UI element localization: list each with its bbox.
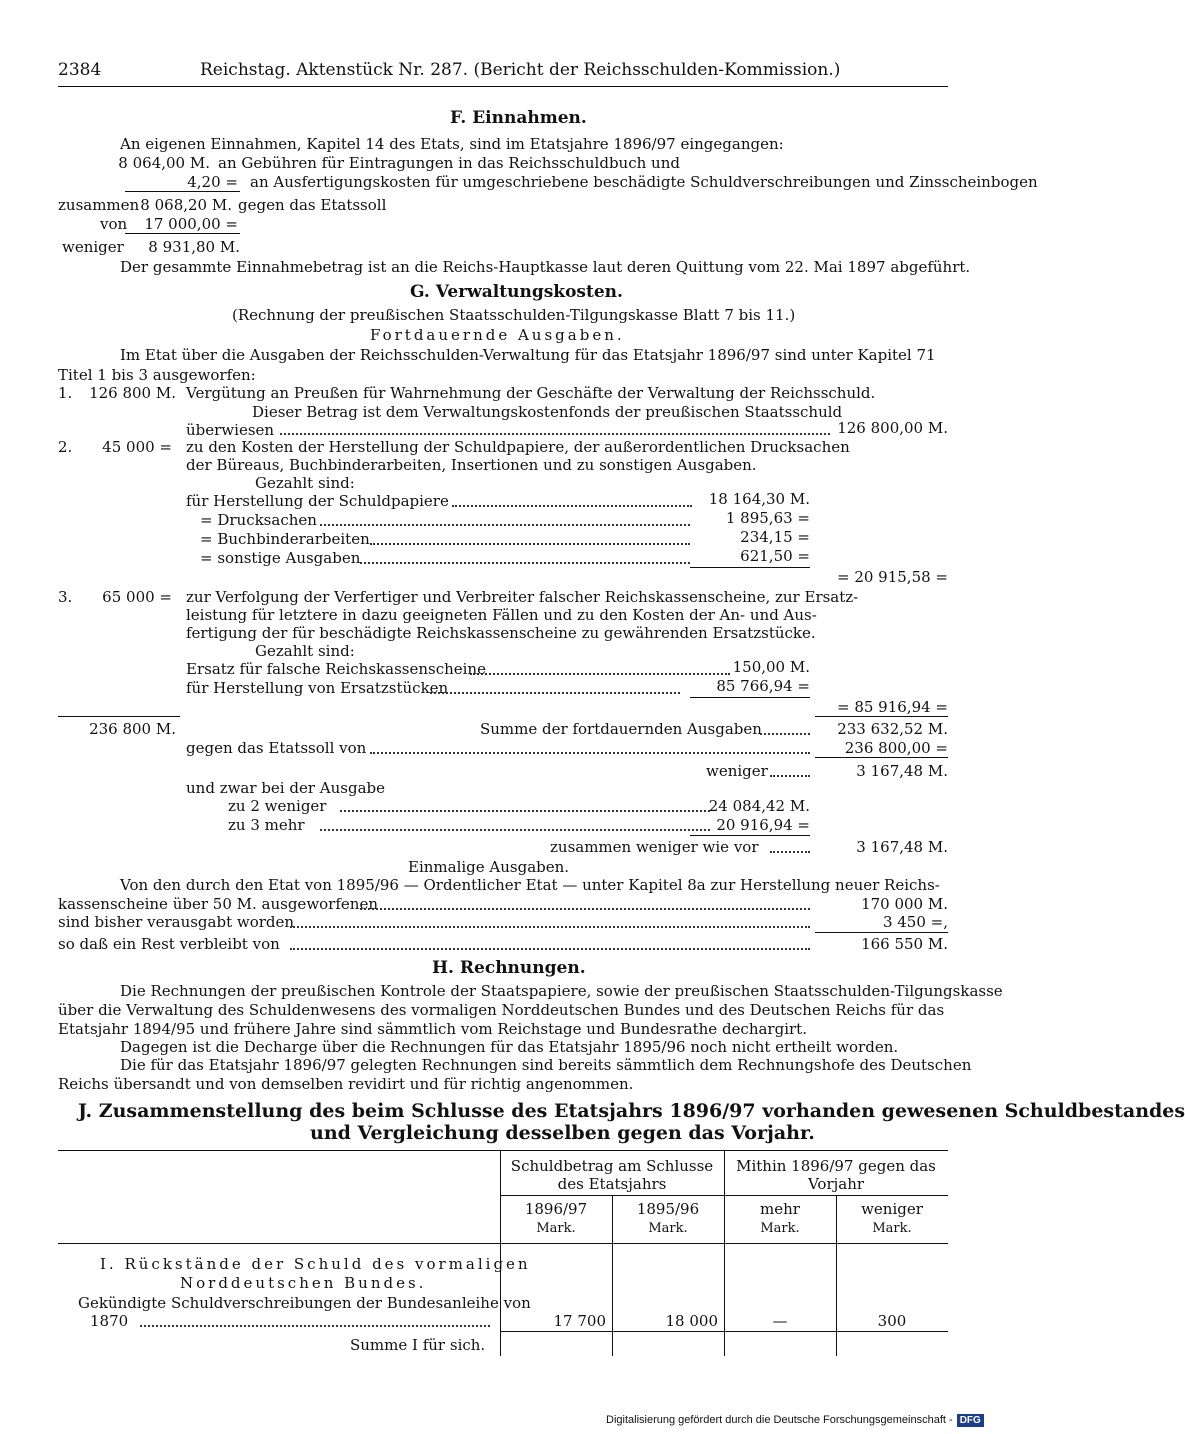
g-item2-paid: Gezahlt sind: xyxy=(255,474,355,492)
g-intro-1: Im Etat über die Ausgaben der Reichsschulden-Verwaltung für das Etatsjahr 1896/97 sind unter Kapitel 71 xyxy=(120,346,936,364)
f-row3-label: zusammen xyxy=(58,196,140,214)
table-sum-rule xyxy=(500,1331,948,1332)
page-number: 2384 xyxy=(58,60,102,80)
g-einm-2-amount: 170 000 M. xyxy=(861,895,948,913)
g-detail-label-2: zu 3 mehr xyxy=(228,816,305,834)
footer-note xyxy=(606,1414,984,1427)
h-p4: Dagegen ist die Decharge über die Rechnungen für das Etatsjahr 1895/96 noch nicht ertheilt worden. xyxy=(120,1038,899,1056)
running-title: Reichstag. Aktenstück Nr. 287. (Bericht der Reichsschulden-Kommission.) xyxy=(200,60,841,80)
g-einm-4: so daß ein Rest verbleibt von xyxy=(58,935,280,953)
g-weniger-leader xyxy=(770,775,810,777)
table-cell-weniger: 300 xyxy=(877,1312,907,1330)
table-col-1895: 1895/96 xyxy=(636,1200,700,1218)
table-col-mehr-unit: Mark. xyxy=(760,1221,800,1236)
table-top-rule xyxy=(58,1150,948,1151)
g-item2-sub-amount-4: 621,50 = xyxy=(740,547,810,565)
table-col-1895-unit: Mark. xyxy=(648,1221,688,1236)
table-col-group-2: Mithin 1896/97 gegen das Vorjahr xyxy=(736,1157,936,1193)
f-closing: Der gesammte Einnahmebetrag ist an die Reichs-Hauptkasse laut deren Quittung vom 22. Mai 1897 abgeführt. xyxy=(120,258,971,276)
dfg-logo: DFG xyxy=(957,1414,984,1427)
f-row3-text: gegen das Etatssoll xyxy=(238,196,387,214)
g-item3-num: 3. xyxy=(58,588,73,606)
g-item3-total: = 85 916,94 = xyxy=(836,698,948,716)
section-f-intro: An eigenen Einnahmen, Kapitel 14 des Etats, sind im Etatsjahre 1896/97 eingegangen: xyxy=(120,135,784,153)
g-item2-text2: der Büreaus, Buchbinderarbeiten, Insertionen und zu sonstigen Ausgaben. xyxy=(186,456,757,474)
g-soll-amount: 236 800,00 = xyxy=(844,739,948,757)
g-detail-leader-1 xyxy=(340,810,710,812)
g-item2-sub-amount-1: 18 164,30 M. xyxy=(708,490,810,508)
g-detail-label-1: zu 2 weniger xyxy=(228,797,327,815)
g-item3-paid: Gezahlt sind: xyxy=(255,642,355,660)
h-p5: Die für das Etatsjahr 1896/97 gelegten Rechnungen sind bereits sämmtlich dem Rechnungshofe des Deutschen xyxy=(120,1056,972,1074)
g-item2-sub-amount-3: 234,15 = xyxy=(740,528,810,546)
g-soll-rule xyxy=(815,757,948,758)
g-sum-right-rule xyxy=(815,716,948,717)
g-item2-sub-leader-2 xyxy=(320,524,690,526)
g-einm-3-leader xyxy=(290,926,810,928)
table-col-weniger: weniger xyxy=(861,1200,923,1218)
f-row1-amount: 8 064,00 M. xyxy=(118,154,210,172)
table-row-heading-2: Norddeutschen Bundes. xyxy=(180,1274,427,1292)
g-einm-4-amount: 166 550 M. xyxy=(861,935,948,953)
g-einm-4-leader xyxy=(290,948,810,950)
g-item3-sub-leader-2 xyxy=(430,692,680,694)
g-item2-sub-leader-1 xyxy=(452,505,692,507)
h-p1: Die Rechnungen der preußischen Kontrole der Staatspapiere, sowie der preußischen Staatsschulden-Tilgungskasse xyxy=(120,982,1003,1000)
header-rule xyxy=(58,86,948,87)
f-row5-label: weniger xyxy=(62,238,124,256)
footer-text: Digitalisierung gefördert durch die Deutsche Forschungsgemeinschaft - xyxy=(606,1414,953,1426)
g-weniger-label: weniger xyxy=(706,762,768,780)
g-intro-2: Titel 1 bis 3 ausgeworfen: xyxy=(58,366,256,384)
g-fortdauernde-heading: Fortdauernde Ausgaben. xyxy=(370,326,625,344)
section-f-title: F. Einnahmen. xyxy=(450,108,587,128)
g-item1-leader xyxy=(280,433,830,435)
g-item1-num: 1. xyxy=(58,384,73,402)
g-soll-label: gegen das Etatssoll von xyxy=(186,739,367,757)
g-einm-rule xyxy=(815,932,948,933)
g-item3-text2: leistung für letztere in dazu geeigneten Fällen und zu den Kosten der An- und Aus- xyxy=(186,606,817,624)
table-cell-mehr: — xyxy=(772,1312,788,1330)
g-item2-sub-rule xyxy=(690,567,810,568)
g-einm-3: sind bisher verausgabt worden xyxy=(58,913,295,931)
f-row2-text: an Ausfertigungskosten für umgeschriebene beschädigte Schuldverschreibungen und Zinsscheinbogen xyxy=(250,173,1038,191)
table-col-mehr: mehr xyxy=(760,1200,800,1218)
g-item3-sub-label-1: Ersatz für falsche Reichskassenscheine xyxy=(186,660,486,678)
g-item3-sub-rule xyxy=(690,697,810,698)
g-einm-1: Von den durch den Etat von 1895/96 — Ordentlicher Etat — unter Kapitel 8a zur Herstellung neuer Reichs- xyxy=(120,876,940,894)
g-item2-sub-leader-3 xyxy=(370,543,690,545)
g-detail-rule xyxy=(690,835,810,836)
g-item2-amount: 45 000 = xyxy=(102,438,172,456)
table-row-label-2: 1870 xyxy=(90,1312,129,1330)
g-detail-amount-2: 20 916,94 = xyxy=(716,816,810,834)
g-einm-3-amount: 3 450 =, xyxy=(882,913,948,931)
g-item2-text1: zu den Kosten der Herstellung der Schuldpapiere, der außerordentlichen Drucksachen xyxy=(186,438,850,456)
g-item1-text2: Dieser Betrag ist dem Verwaltungskostenfonds der preußischen Staatsschuld xyxy=(252,403,843,421)
g-item2-total: = 20 915,58 = xyxy=(836,568,948,586)
g-item1-total: 126 800,00 M. xyxy=(837,419,948,437)
f-row2-amount: 4,20 = xyxy=(187,173,238,191)
g-detail-label: und zwar bei der Ausgabe xyxy=(186,779,385,797)
table-row-sum: Summe I für sich. xyxy=(350,1336,486,1354)
g-zus-leader xyxy=(770,851,810,853)
g-item2-num: 2. xyxy=(58,438,73,456)
g-zus-amount: 3 167,48 M. xyxy=(856,838,948,856)
g-weniger-amount: 3 167,48 M. xyxy=(856,762,948,780)
table-row-label-1: Gekündigte Schuldverschreibungen der Bundesanleihe von xyxy=(78,1294,531,1312)
table-group-rule xyxy=(500,1195,948,1196)
section-h-title: H. Rechnungen. xyxy=(432,958,586,978)
section-g-title: G. Verwaltungskosten. xyxy=(410,282,623,302)
f-diff-rule xyxy=(125,233,240,234)
g-item2-sub-label-4: = sonstige Ausgaben xyxy=(200,549,361,567)
table-row-heading-1: I. Rückstände der Schuld des vormaligen xyxy=(100,1255,531,1273)
g-sum-total: 233 632,52 M. xyxy=(837,720,948,738)
section-j-title-1: J. Zusammenstellung des beim Schlusse des Etatsjahrs 1896/97 vorhanden gewesenen Schuldbestandes xyxy=(78,1100,1185,1122)
g-item3-amount: 65 000 = xyxy=(102,588,172,606)
table-col-1896-unit: Mark. xyxy=(536,1221,576,1236)
g-item1-text: Vergütung an Preußen für Wahrnehmung der Geschäfte der Verwaltung der Reichsschuld. xyxy=(186,384,876,402)
g-sum-left-rule xyxy=(58,716,180,717)
g-soll-leader xyxy=(370,752,810,754)
g-item3-sub-amount-2: 85 766,94 = xyxy=(716,677,810,695)
g-item2-sub-label-1: für Herstellung der Schuldpapiere xyxy=(186,492,449,510)
g-sum-left: 236 800 M. xyxy=(89,720,176,738)
g-zus-label: zusammen weniger wie vor xyxy=(550,838,759,856)
f-row3-amount: 8 068,20 M. xyxy=(140,196,232,214)
table-cell-1895: 18 000 xyxy=(665,1312,718,1330)
g-einmalige-heading: Einmalige Ausgaben. xyxy=(408,858,570,876)
table-col-weniger-unit: Mark. xyxy=(872,1221,912,1236)
section-j-title-2: und Vergleichung desselben gegen das Vorjahr. xyxy=(310,1122,815,1144)
h-p3: Etatsjahr 1894/95 und frühere Jahre sind sämmtlich vom Reichstage und Bundesrathe dechargirt. xyxy=(58,1020,807,1038)
g-item3-text3: fertigung der für beschädigte Reichskassenscheine zu gewährenden Ersatzstücke. xyxy=(186,624,816,642)
g-item3-sub-amount-1: 150,00 M. xyxy=(732,658,810,676)
g-detail-amount-1: 24 084,42 M. xyxy=(708,797,810,815)
f-row1-text: an Gebühren für Eintragungen in das Reichsschuldbuch und xyxy=(218,154,680,172)
g-einm-2: kassenscheine über 50 M. ausgeworfenen xyxy=(58,895,378,913)
f-row4-amount: 17 000,00 = xyxy=(144,215,238,233)
table-cell-1896: 17 700 xyxy=(553,1312,606,1330)
g-item1-text3: überwiesen xyxy=(186,421,275,439)
g-detail-leader-2 xyxy=(320,829,710,831)
g-item3-text1: zur Verfolgung der Verfertiger und Verbreiter falscher Reichskassenscheine, zur Ersatz- xyxy=(186,588,859,606)
g-item2-sub-amount-2: 1 895,63 = xyxy=(725,509,810,527)
f-row5-amount: 8 931,80 M. xyxy=(148,238,240,256)
f-sum-rule xyxy=(125,191,240,192)
g-item2-sub-label-2: = Drucksachen xyxy=(200,511,317,529)
table-col-1896: 1896/97 xyxy=(524,1200,588,1218)
g-sum-label: Summe der fortdauernden Ausgaben xyxy=(480,720,762,738)
g-sum-leader xyxy=(760,733,810,735)
section-g-subtitle: (Rechnung der preußischen Staatsschulden-Tilgungskasse Blatt 7 bis 11.) xyxy=(232,306,796,324)
g-einm-2-leader xyxy=(360,908,810,910)
f-row4-label: von xyxy=(100,215,128,233)
h-p2: über die Verwaltung des Schuldenwesens des vormaligen Norddeutschen Bundes und des Deutschen Reichs für das xyxy=(58,1001,945,1019)
table-header-rule xyxy=(58,1243,948,1244)
g-item3-sub-label-2: für Herstellung von Ersatzstücken xyxy=(186,679,449,697)
table-row-leader xyxy=(140,1325,490,1327)
g-item2-sub-label-3: = Buchbinderarbeiten xyxy=(200,530,370,548)
g-item2-sub-leader-4 xyxy=(360,562,690,564)
g-item1-amount: 126 800 M. xyxy=(89,384,176,402)
h-p6: Reichs übersandt und von demselben revidirt und für richtig angenommen. xyxy=(58,1075,634,1093)
table-col-group-1: Schuldbetrag am Schlusse des Etatsjahrs xyxy=(510,1157,714,1193)
